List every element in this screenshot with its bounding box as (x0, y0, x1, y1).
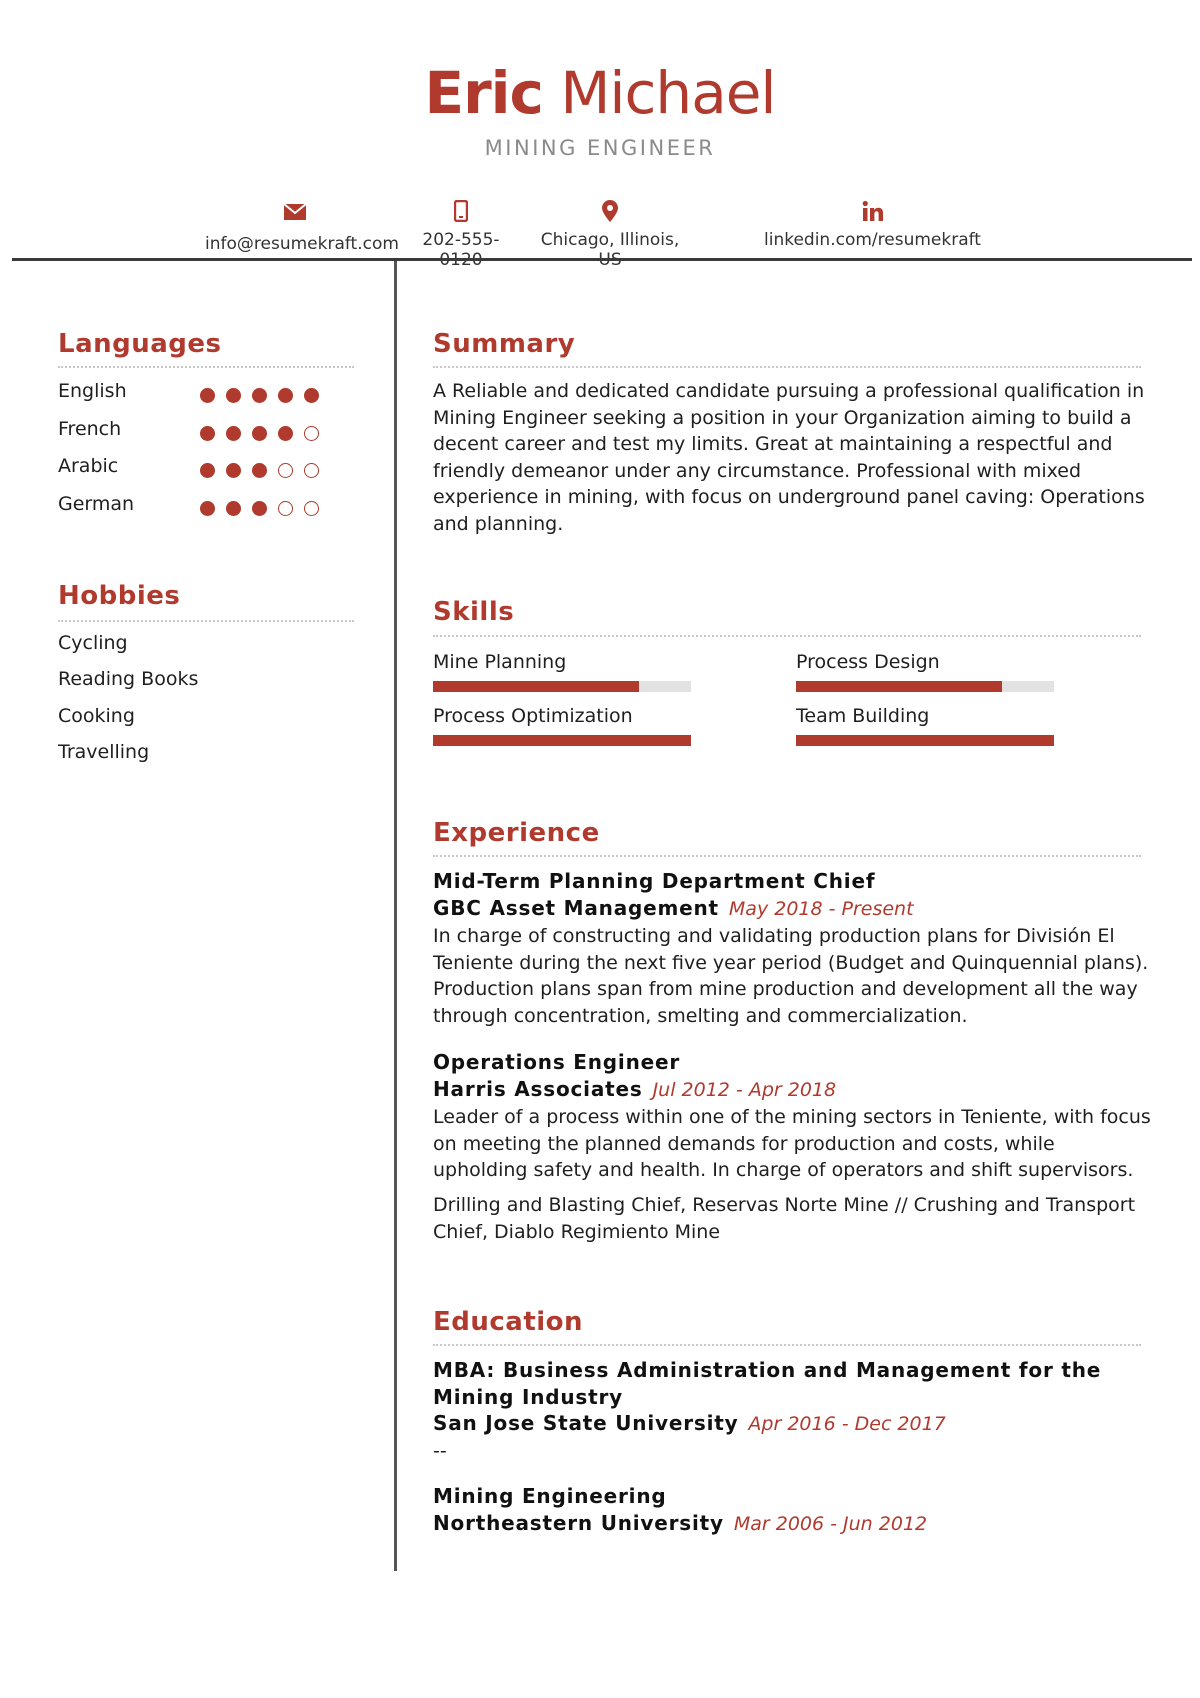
hobby-item: Cycling (58, 632, 128, 654)
education-dates: Mar 2006 - Jun 2012 (733, 1513, 928, 1535)
skill-item (433, 703, 691, 746)
job-dates: May 2018 - Present (728, 898, 914, 920)
resume-name (0, 58, 1200, 128)
hobbies-divider (58, 620, 354, 622)
job-extra: Drilling and Blasting Chief, Reservas Norte Mine // Crushing and Transport Chief, Diablo Regimiento Mine (433, 1194, 1136, 1243)
language-name: Arabic (58, 455, 119, 477)
hobbies-heading: Hobbies (58, 581, 181, 611)
rating-dot-filled (200, 463, 215, 478)
job-title: Mid-Term Planning Department Chief (433, 869, 876, 893)
job-dates: Jul 2012 - Apr 2018 (652, 1079, 837, 1101)
rating-dot-filled (200, 388, 215, 403)
job-company-line (433, 1077, 836, 1101)
map-pin-icon (530, 200, 690, 226)
rating-dot-filled (226, 501, 241, 516)
rating-dot-empty (304, 426, 319, 441)
degree-title: MBA: Business Administration and Management for the Mining Industry (433, 1358, 1102, 1409)
skills-divider (433, 635, 1141, 637)
rating-dot-filled (304, 388, 319, 403)
summary-text: A Reliable and dedicated candidate pursuing a professional qualification in Mining Engineer seeking a position in your Organization aiming to build a decent career and test my limits. Great at maintaining a respectful and friendly demeanor under any circumstance. Professional with mixed experience in mining, with focus on underground panel caving: Operations and planning. (433, 380, 1145, 535)
summary-divider (433, 366, 1141, 368)
skill-bar-fill (796, 735, 1054, 746)
school-name: San Jose State University (433, 1411, 739, 1435)
envelope-icon (205, 204, 385, 230)
company-name: GBC Asset Management (433, 896, 719, 920)
mobile-phone-icon (405, 200, 517, 226)
rating-dot-filled (252, 501, 267, 516)
contact-linkedin[interactable] (760, 200, 985, 250)
location-text: Chicago, Illinois, (540, 230, 680, 250)
school-line (433, 1411, 946, 1435)
education-note: -- (433, 1440, 447, 1462)
job-company-line (433, 896, 914, 920)
summary-heading: Summary (433, 329, 576, 359)
skill-bar (796, 735, 1054, 746)
rating-dot-empty (278, 501, 293, 516)
skill-name: Mine Planning (433, 651, 567, 673)
language-name: German (58, 493, 135, 515)
rating-dot-filled (226, 388, 241, 403)
linkedin-icon (760, 200, 985, 226)
job-description: Leader of a process within one of the mining sectors in Teniente, with focus on meeting the planned demands for production and costs, while upholding safety and health. In charge of operators and shift supervisors. (433, 1106, 1151, 1181)
school-line (433, 1511, 927, 1535)
language-name: English (58, 380, 127, 402)
rating-dot-empty (304, 501, 319, 516)
language-rating (200, 386, 330, 408)
language-row (58, 418, 358, 448)
skill-bar-fill (433, 681, 639, 692)
languages-heading: Languages (58, 329, 222, 359)
rating-dot-filled (252, 426, 267, 441)
skill-item (796, 649, 1054, 692)
education-divider (433, 1344, 1141, 1346)
phone-text: 202-555- (422, 230, 500, 250)
skills-heading: Skills (433, 597, 515, 627)
job-title: Operations Engineer (433, 1050, 681, 1074)
rating-dot-empty (304, 463, 319, 478)
skill-name: Team Building (796, 705, 930, 727)
linkedin-text: linkedin.com/resumekraft (764, 230, 981, 250)
column-divider (394, 261, 397, 1571)
language-row (58, 380, 358, 410)
contact-bar (0, 200, 1200, 260)
skill-bar (433, 735, 691, 746)
first-name: Eric (424, 59, 543, 127)
rating-dot-filled (200, 501, 215, 516)
hobby-item: Travelling (58, 741, 150, 763)
education-dates: Apr 2016 - Dec 2017 (748, 1413, 946, 1435)
skill-bar (433, 681, 691, 692)
skill-item (796, 703, 1054, 746)
language-rating (200, 499, 330, 521)
language-rating (200, 461, 330, 483)
rating-dot-filled (278, 388, 293, 403)
rating-dot-filled (226, 463, 241, 478)
rating-dot-filled (200, 426, 215, 441)
school-name: Northeastern University (433, 1511, 724, 1535)
rating-dot-filled (252, 463, 267, 478)
email-text: info@resumekraft.com (205, 234, 399, 254)
rating-dot-filled (278, 426, 293, 441)
skill-bar (796, 681, 1054, 692)
header-divider (12, 258, 1192, 261)
rating-dot-filled (252, 388, 267, 403)
skill-item (433, 649, 691, 692)
language-row (58, 493, 358, 523)
language-rating (200, 424, 330, 446)
company-name: Harris Associates (433, 1077, 643, 1101)
experience-divider (433, 855, 1141, 857)
hobby-item: Reading Books (58, 668, 199, 690)
skill-name: Process Design (796, 651, 940, 673)
job-description: In charge of constructing and validating production plans for División El Teniente during the next five year period (Budget and Quinquennial plans). Production plans span from mine production and development all the way through concentration, smelting and commercialization. (433, 925, 1149, 1027)
job-title-header: MINING ENGINEER (484, 136, 716, 160)
skill-name: Process Optimization (433, 705, 633, 727)
language-name: French (58, 418, 122, 440)
education-heading: Education (433, 1307, 584, 1337)
degree-title: Mining Engineering (433, 1484, 667, 1508)
last-name: Michael (560, 59, 776, 127)
experience-heading: Experience (433, 818, 600, 848)
rating-dot-empty (278, 463, 293, 478)
hobby-item: Cooking (58, 705, 135, 727)
skill-bar-fill (796, 681, 1002, 692)
languages-divider (58, 366, 354, 368)
contact-email[interactable] (205, 200, 399, 254)
language-row (58, 455, 358, 485)
skill-bar-fill (433, 735, 691, 746)
rating-dot-filled (226, 426, 241, 441)
